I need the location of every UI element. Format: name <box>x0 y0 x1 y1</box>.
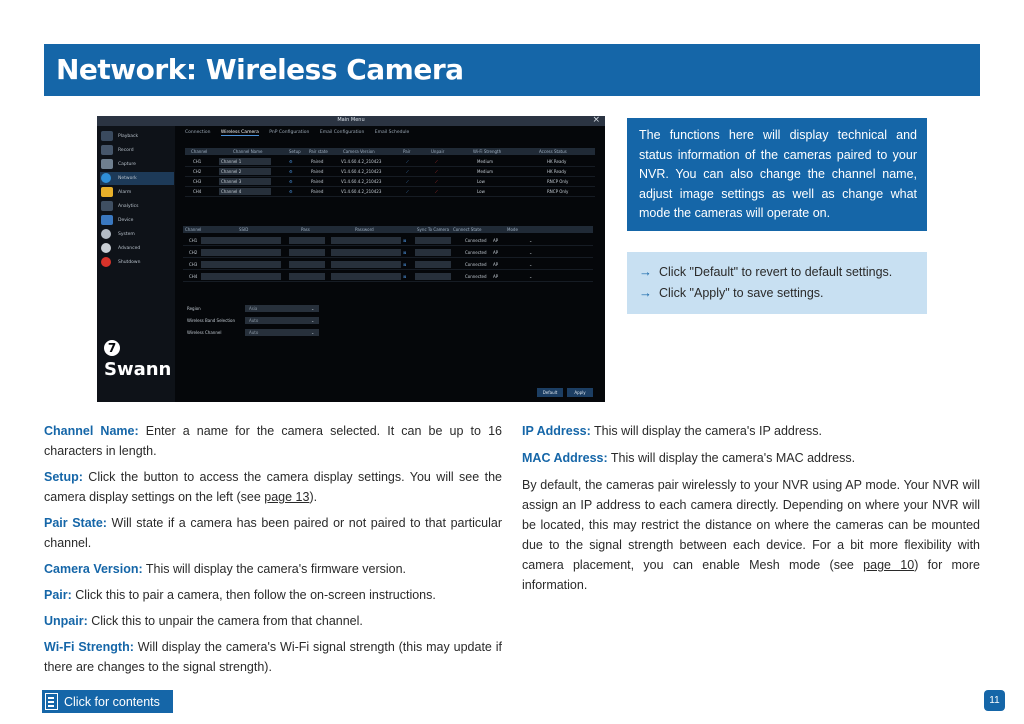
table-row: CH2 ⊠ Connected AP ⌄ <box>183 248 593 258</box>
tab-wireless-camera[interactable]: Wireless Camera <box>220 130 259 135</box>
sidebar-item-shutdown[interactable]: Shutdown <box>100 256 174 269</box>
document-icon <box>45 693 58 710</box>
gear-icon <box>101 229 111 239</box>
pair-icon[interactable]: ⟋ <box>406 169 409 174</box>
pass-field[interactable] <box>289 237 325 244</box>
pair-icon[interactable]: ⟋ <box>406 179 409 184</box>
table-row: CH3 Channel 3 ⚙ Paired V1.4.60.4.2_210423 ⟋ ⟋ Low RNCP Only <box>185 177 595 187</box>
contents-button[interactable] <box>42 690 173 713</box>
chevron-down-icon[interactable]: ⌄ <box>529 238 533 243</box>
advanced-icon <box>101 243 111 253</box>
ssid-field[interactable] <box>201 273 281 280</box>
camera-table <box>185 148 595 200</box>
definition-setup: Setup: Click the button to access the camera display settings. You will see the camera display settings on the left (see page 13). <box>44 470 502 504</box>
contents-label: Click for contents <box>64 694 160 709</box>
edit-icon[interactable]: ⊠ <box>403 274 407 279</box>
info-box: The functions here will display technical and status information of the cameras paired to your NVR. You can also change the channel name, adjust image settings as well as change what mode the cameras will operate on. <box>627 118 927 231</box>
sidebar-item-system[interactable]: System <box>100 228 174 241</box>
mesh-paragraph: By default, the cameras pair wirelessly to your NVR using AP mode. Your NVR will assign an IP address to each camera directly. Depending on where your NVR will be located, this may restrict the distance on where the cameras can be mounted due to the signal strength between each device. For a bit more flexibility with camera placement, you can enable Mesh mode (see page 10) for more information. <box>522 478 981 592</box>
left-column <box>44 421 502 683</box>
nvr-window-titlebar <box>97 116 605 126</box>
tab-email-configuration[interactable]: Email Configuration <box>319 130 365 135</box>
power-icon <box>101 257 111 267</box>
arrow-right-icon: → <box>639 285 652 300</box>
table-row: CH2 Channel 2 ⚙ Paired V1.4.60.4.2_210423 ⟋ ⟋ Medium HK Ready <box>185 167 595 177</box>
unpair-icon[interactable]: ⟋ <box>435 189 438 194</box>
pair-icon[interactable]: ⟋ <box>406 189 409 194</box>
edit-icon[interactable]: ⊠ <box>403 262 407 267</box>
page-13-link[interactable]: page 13 <box>264 490 310 504</box>
sync-field[interactable] <box>415 249 451 256</box>
sidebar-item-device[interactable]: Device <box>100 214 174 227</box>
tab-pnp-configuration[interactable]: PnP Configuration <box>269 130 310 135</box>
sync-field[interactable] <box>415 237 451 244</box>
tab-connection[interactable]: Connection <box>185 130 211 135</box>
pass-field[interactable] <box>289 249 325 256</box>
page-title: Network: Wireless Camera <box>56 53 464 86</box>
nvr-tabs <box>185 130 418 135</box>
sidebar-item-playback[interactable]: Playback <box>100 130 174 143</box>
channel-setting: Wireless Channel Auto ⌄ <box>185 328 425 338</box>
definition-mac-address: MAC Address: This will display the camera's MAC address. <box>522 451 856 465</box>
channel-table-header: Channel SSID Pass Password Sync To Camera Connect State Mode <box>183 226 593 233</box>
edit-icon[interactable]: ⊠ <box>403 250 407 255</box>
definition-pair-state: Pair State: Will state if a camera has been paired or not paired to that particular channel. <box>44 516 502 550</box>
table-row: CH4 ⊠ Connected AP ⌄ <box>183 272 593 282</box>
tip-box <box>627 252 927 314</box>
arrow-right-icon: → <box>639 264 652 279</box>
definition-unpair: Unpair: Click this to unpair the camera from that channel. <box>44 614 363 628</box>
sync-field[interactable] <box>415 273 451 280</box>
table-row: CH1 Channel 1 ⚙ Paired V1.4.60.4.2_210423 ⟋ ⟋ Medium HK Ready <box>185 157 595 167</box>
tip-apply: → Click "Apply" to save settings. <box>639 285 824 300</box>
chevron-down-icon[interactable]: ⌄ <box>529 274 533 279</box>
tab-email-schedule[interactable]: Email Schedule <box>374 130 410 135</box>
page-number: 11 <box>984 690 1005 711</box>
channel-table <box>183 226 593 284</box>
chevron-down-icon[interactable]: ⌄ <box>529 262 533 267</box>
chevron-down-icon: ⌄ <box>311 330 315 335</box>
definition-wifi-strength: Wi-Fi Strength: Will display the camera's Wi-Fi signal strength (this may update if there are changes to the signal strength). <box>44 640 503 674</box>
close-icon[interactable]: × <box>592 116 600 125</box>
network-icon <box>101 173 111 183</box>
nvr-window-title: Main Menu <box>337 117 365 123</box>
table-row: CH3 ⊠ Connected AP ⌄ <box>183 260 593 270</box>
region-setting: Region Asia ⌄ <box>185 304 425 314</box>
unpair-icon[interactable]: ⟋ <box>435 159 438 164</box>
password-field[interactable] <box>331 261 401 268</box>
setup-icon[interactable]: ⚙ <box>289 179 293 184</box>
definition-channel-name: Channel Name: Enter a name for the camera selected. It can be up to 16 characters in length. <box>44 424 502 458</box>
unpair-icon[interactable]: ⟋ <box>435 179 438 184</box>
nvr-sidebar <box>97 126 175 402</box>
chevron-down-icon[interactable]: ⌄ <box>529 250 533 255</box>
pair-icon[interactable]: ⟋ <box>406 159 409 164</box>
sidebar-item-network[interactable]: Network <box>100 172 174 185</box>
ssid-field[interactable] <box>201 237 281 244</box>
sidebar-item-capture[interactable]: Capture <box>100 158 174 171</box>
analytics-icon <box>101 201 113 211</box>
password-field[interactable] <box>331 249 401 256</box>
playback-icon <box>101 131 113 141</box>
unpair-icon[interactable]: ⟋ <box>435 169 438 174</box>
setup-icon[interactable]: ⚙ <box>289 159 293 164</box>
camera-table-header: Channel Channel Name Setup Pair state Camera Version Pair Unpair Wi-Fi Strength Access Status <box>185 148 595 155</box>
pass-field[interactable] <box>289 261 325 268</box>
device-icon <box>101 215 113 225</box>
password-field[interactable] <box>331 273 401 280</box>
sidebar-item-advanced[interactable]: Advanced <box>100 242 174 255</box>
ssid-field[interactable] <box>201 261 281 268</box>
page-10-link[interactable]: page 10 <box>863 558 915 572</box>
definition-ip-address: IP Address: This will display the camera's IP address. <box>522 424 822 438</box>
sidebar-item-analytics[interactable]: Analytics <box>100 200 174 213</box>
nvr-screenshot <box>97 116 605 402</box>
sidebar-item-alarm[interactable]: Alarm <box>100 186 174 199</box>
chevron-down-icon: ⌄ <box>311 306 315 311</box>
alarm-icon <box>101 187 113 197</box>
sync-field[interactable] <box>415 261 451 268</box>
chevron-down-icon: ⌄ <box>311 318 315 323</box>
setup-icon[interactable]: ⚙ <box>289 189 293 194</box>
definition-camera-version: Camera Version: This will display the camera's firmware version. <box>44 562 407 576</box>
record-icon <box>101 145 113 155</box>
tip-default: → Click "Default" to revert to default settings. <box>639 264 893 279</box>
swann-logo: 7Swann <box>104 341 172 380</box>
pass-field[interactable] <box>289 273 325 280</box>
table-row: CH4 Channel 4 ⚙ Paired V1.4.60.4.2_210423 ⟋ ⟋ Low RNCP Only <box>185 187 595 197</box>
apply-button[interactable]: Apply <box>567 388 593 397</box>
title-bar <box>44 44 980 96</box>
right-column <box>522 421 980 601</box>
sidebar-item-record[interactable]: Record <box>100 144 174 157</box>
wireless-settings <box>185 304 595 344</box>
ssid-field[interactable] <box>201 249 281 256</box>
default-button[interactable]: Default <box>537 388 563 397</box>
edit-icon[interactable]: ⊠ <box>403 238 407 243</box>
setup-icon[interactable]: ⚙ <box>289 169 293 174</box>
password-field[interactable] <box>331 237 401 244</box>
capture-icon <box>101 159 113 169</box>
table-row: CH1 ⊠ Connected AP ⌄ <box>183 236 593 246</box>
definition-pair: Pair: Click this to pair a camera, then follow the on-screen instructions. <box>44 588 436 602</box>
band-setting: Wireless Band Selection Auto ⌄ <box>185 316 425 326</box>
